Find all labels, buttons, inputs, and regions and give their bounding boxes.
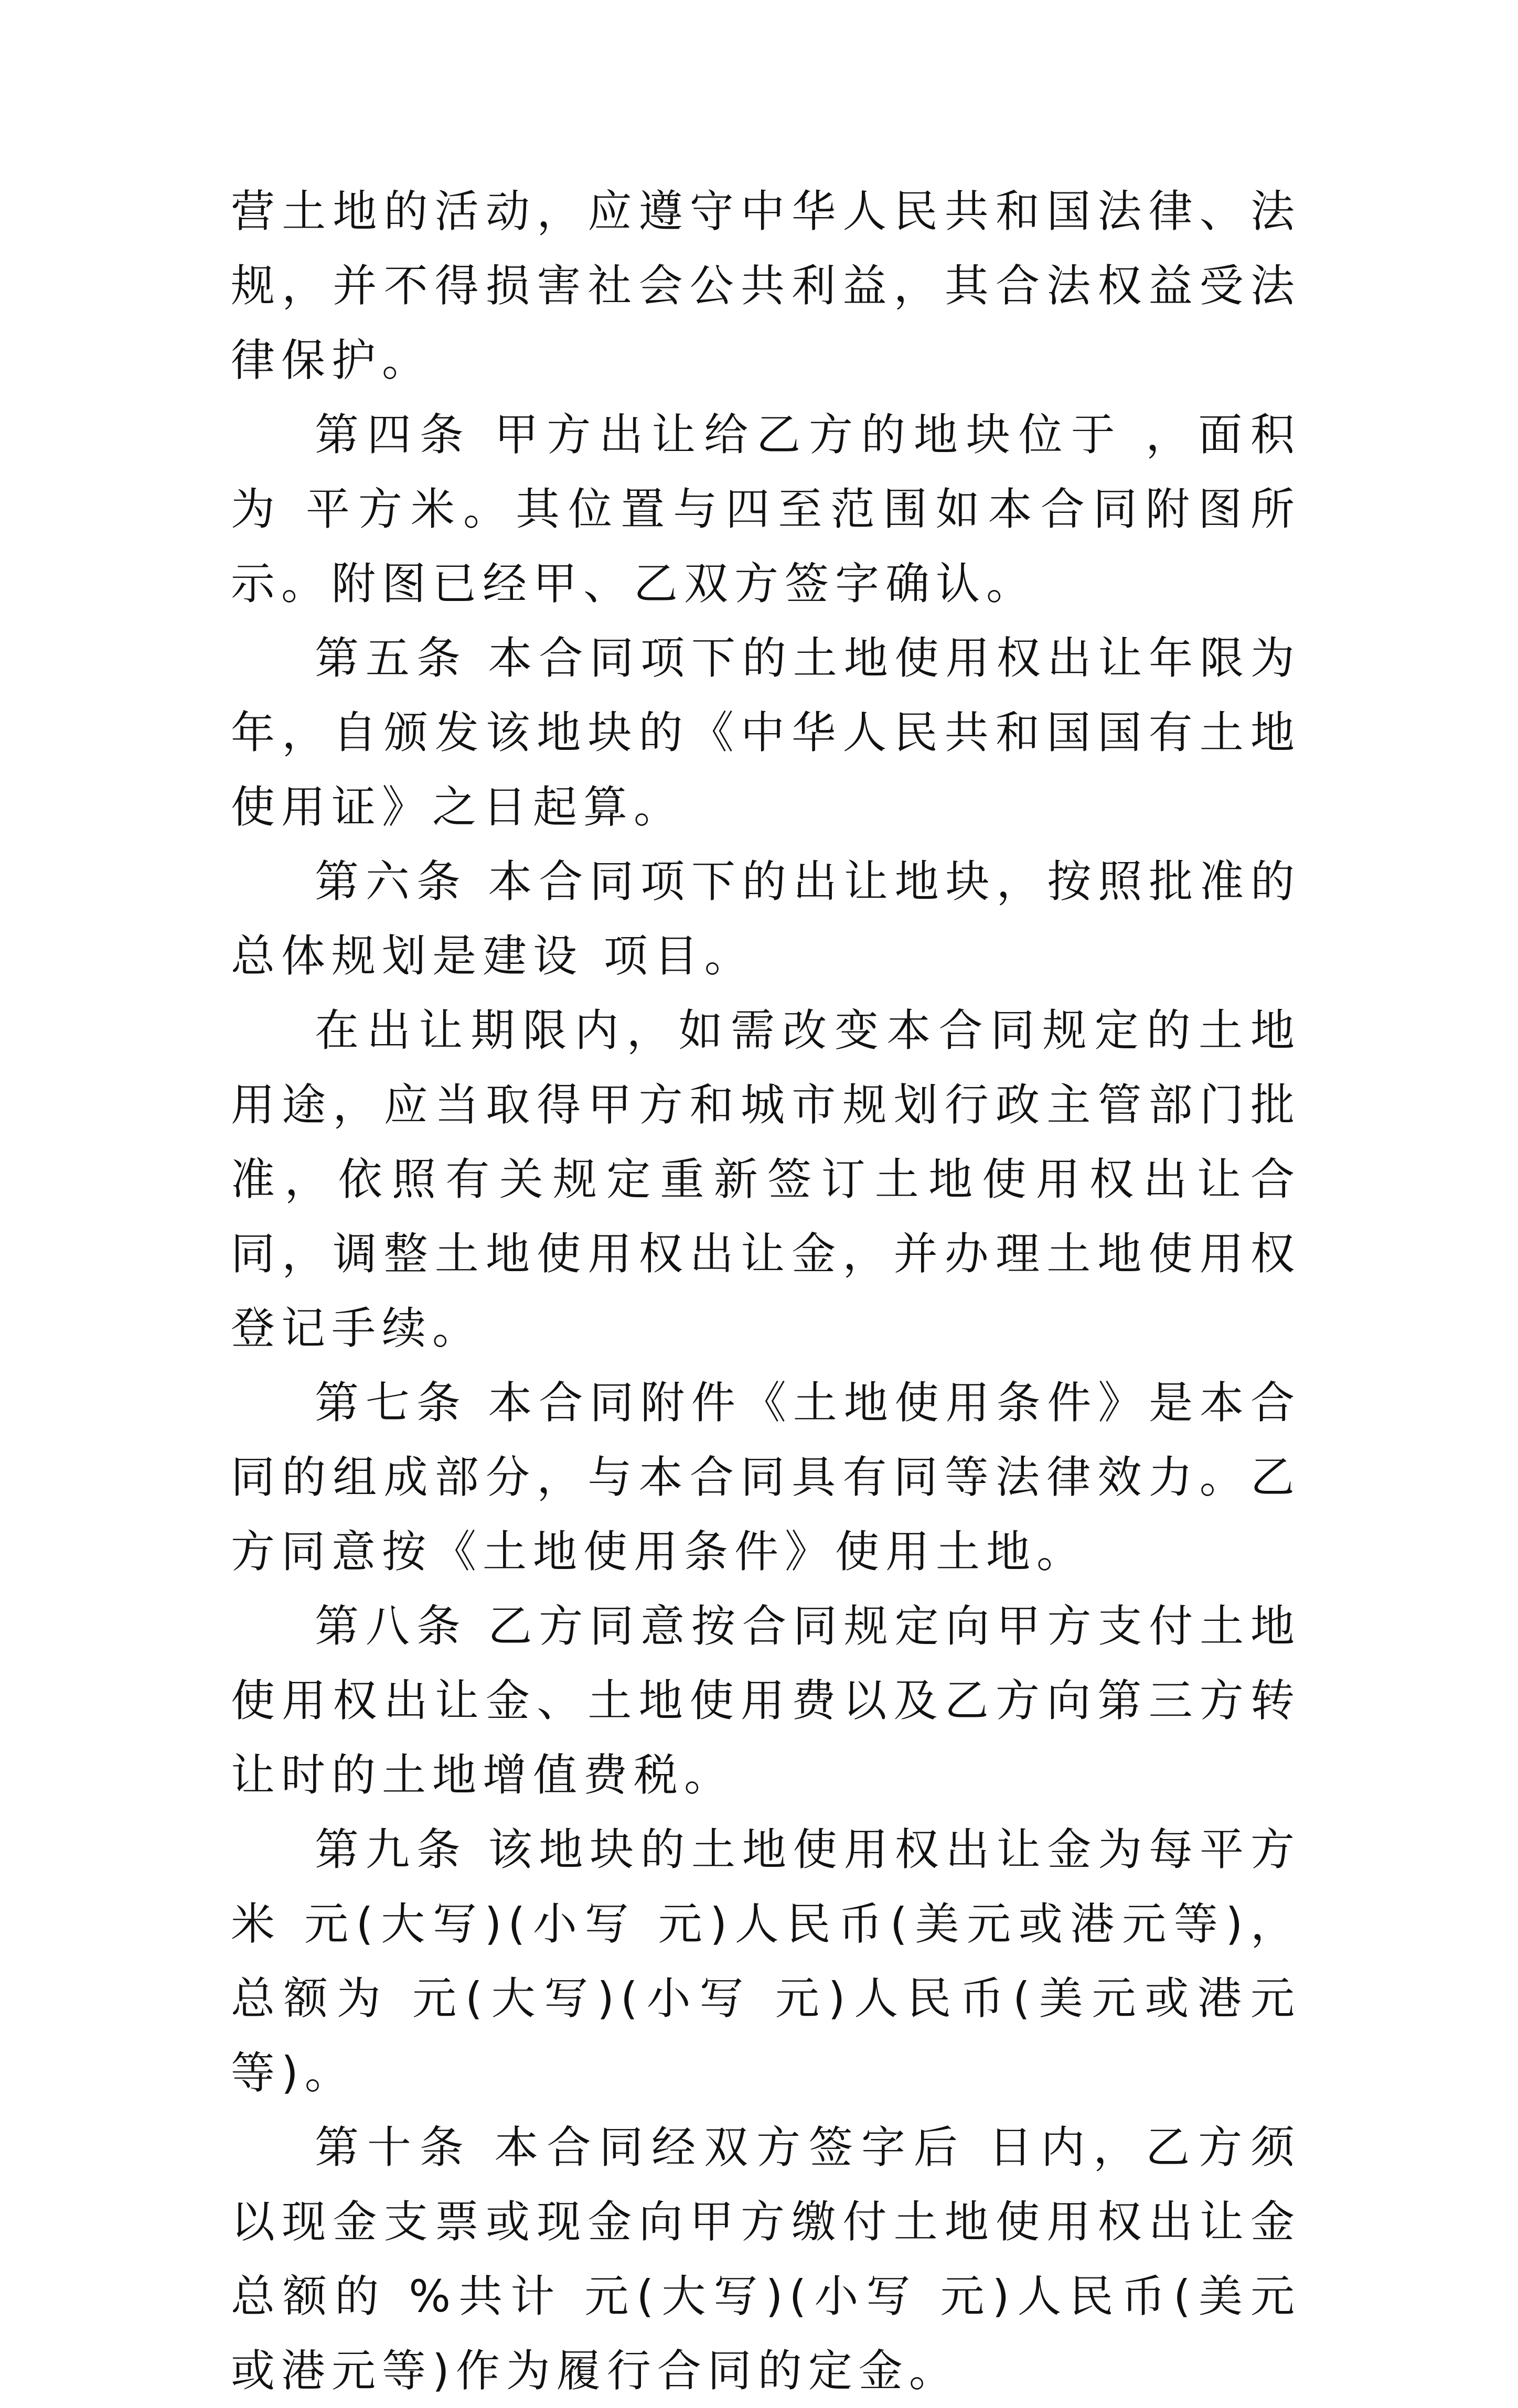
article-8-paragraph: 第八条 乙方同意按合同规定向甲方支付土地使用权出让金、土地使用费以及乙方向第三方转让时的土地增值费税。 bbox=[231, 1600, 1301, 1801]
document-body bbox=[231, 174, 1301, 2408]
article-10-paragraph: 第十条 本合同经双方签字后 日内，乙方须以现金支票或现金向甲方缴付土地使用权出让金总额的 %共计 元(大写)(小写 元)人民币(美元或港元等)作为履行合同的定金。 bbox=[231, 2122, 1301, 2396]
paragraph-continuation: 营土地的活动，应遵守中华人民共和国法律、法规，并不得损害社会公共利益，其合法权益受法律保护。 bbox=[231, 186, 1301, 386]
article-6-second-paragraph: 在出让期限内，如需改变本合同规定的土地用途，应当取得甲方和城市规划行政主管部门批准，依照有关规定重新签订土地使用权出让合同，调整土地使用权出让金，并办理土地使用权登记手续。 bbox=[231, 1005, 1301, 1354]
article-5-paragraph: 第五条 本合同项下的土地使用权出让年限为 年，自颁发该地块的《中华人民共和国国有土地使用证》之日起算。 bbox=[231, 632, 1301, 833]
article-7-paragraph: 第七条 本合同附件《土地使用条件》是本合同的组成部分，与本合同具有同等法律效力。乙方同意按《土地使用条件》使用土地。 bbox=[231, 1377, 1301, 1577]
article-6-paragraph: 第六条 本合同项下的出让地块，按照批准的总体规划是建设 项目。 bbox=[231, 856, 1301, 982]
article-9-paragraph: 第九条 该地块的土地使用权出让金为每平方米 元(大写)(小写 元)人民币(美元或港元等)，总额为 元(大写)(小写 元)人民币(美元或港元等)。 bbox=[231, 1824, 1301, 2099]
article-4-paragraph: 第四条 甲方出让给乙方的地块位于 ，面积为 平方米。其位置与四至范围如本合同附图所示。附图已经甲、乙双方签字确认。 bbox=[231, 409, 1301, 609]
